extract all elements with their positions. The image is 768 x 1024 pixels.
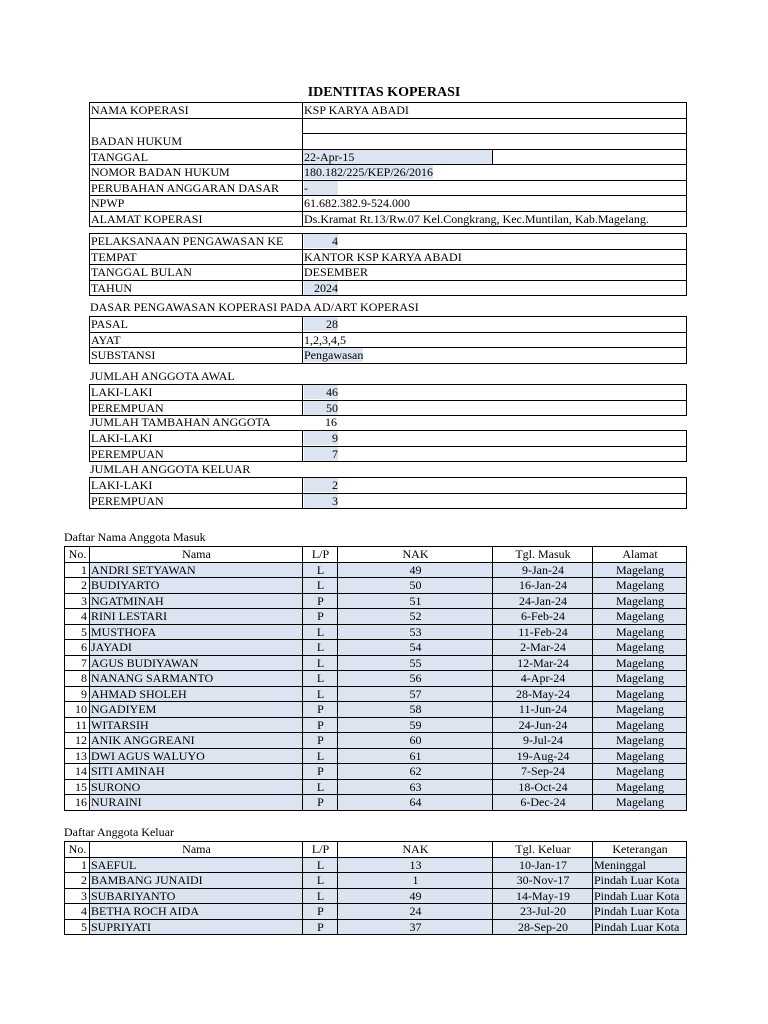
keluar-perempuan-value: 3 [303, 493, 687, 509]
row-lp: L [303, 671, 338, 687]
row-date: 12-Mar-24 [493, 655, 593, 671]
keluar-count-table [89, 477, 687, 509]
table-row [65, 562, 687, 578]
row-last: Magelang [593, 655, 687, 671]
row-nama: NURAINI [90, 795, 303, 811]
row-lp: P [303, 764, 338, 780]
row-last: Pindah Luar Kota [593, 873, 687, 889]
row-nak: 51 [338, 593, 493, 609]
row-lp: L [303, 686, 338, 702]
col-alamat: Alamat [593, 547, 687, 563]
row-lp: L [303, 873, 338, 889]
row-date: 11-Feb-24 [493, 624, 593, 640]
row-lp: L [303, 640, 338, 656]
ayat-label: AYAT [90, 332, 303, 348]
row-no: 9 [65, 686, 90, 702]
npwp-value: 61.682.382.9-524.000 [303, 196, 687, 212]
keluar-caption: Daftar Anggota Keluar [64, 825, 174, 839]
tempat-label: TEMPAT [90, 249, 303, 265]
row-lp: P [303, 919, 338, 935]
row-no: 11 [65, 717, 90, 733]
row-date: 24-Jun-24 [493, 717, 593, 733]
row-last: Pindah Luar Kota [593, 919, 687, 935]
row-nama: SUBARIYANTO [90, 888, 303, 904]
row-nak: 37 [338, 919, 493, 935]
row-last: Magelang [593, 562, 687, 578]
tempat-value: KANTOR KSP KARYA ABADI [303, 249, 687, 265]
tambah-table [89, 430, 687, 462]
table-row [65, 733, 687, 749]
keluar-table [64, 841, 687, 935]
table-row [65, 624, 687, 640]
row-no: 4 [65, 609, 90, 625]
alamat-value: Ds.Kramat Rt.13/Rw.07 Kel.Congkrang, Kec.Muntilan, Kab.Magelang. [303, 211, 687, 227]
row-lp: P [303, 795, 338, 811]
table-row [65, 779, 687, 795]
awal-table [89, 384, 687, 416]
row-last: Magelang [593, 779, 687, 795]
row-nama: WITARSIH [90, 717, 303, 733]
row-lp: P [303, 733, 338, 749]
table-row [65, 888, 687, 904]
row-nama: NGATMINAH [90, 593, 303, 609]
row-date: 2-Mar-24 [493, 640, 593, 656]
row-nama: ANDRI SETYAWAN [90, 562, 303, 578]
tambahan-value: 16 [325, 415, 337, 429]
row-nak: 50 [338, 578, 493, 594]
row-date: 30-Nov-17 [493, 873, 593, 889]
row-last: Magelang [593, 717, 687, 733]
identity-table [89, 102, 687, 227]
row-nak: 61 [338, 748, 493, 764]
tahun-label: TAHUN [90, 280, 303, 296]
row-nak: 13 [338, 857, 493, 873]
row-last: Magelang [593, 702, 687, 718]
row-nak: 60 [338, 733, 493, 749]
tambah-laki-label: LAKI-LAKI [90, 431, 303, 447]
row-last: Magelang [593, 764, 687, 780]
nama-value: KSP KARYA ABADI [303, 103, 687, 119]
row-date: 9-Jul-24 [493, 733, 593, 749]
col-no: No. [65, 842, 90, 858]
table-row [65, 640, 687, 656]
table-row [65, 578, 687, 594]
row-nak: 57 [338, 686, 493, 702]
substansi-label: SUBSTANSI [90, 348, 303, 364]
row-nak: 56 [338, 671, 493, 687]
keluar-heading: JUMLAH ANGGOTA KELUAR [90, 462, 251, 476]
table-row [65, 873, 687, 889]
row-lp: P [303, 593, 338, 609]
nama-label: NAMA KOPERASI [90, 103, 303, 119]
row-nama: JAYADI [90, 640, 303, 656]
row-lp: P [303, 702, 338, 718]
row-lp: L [303, 888, 338, 904]
awal-heading: JUMLAH ANGGOTA AWAL [90, 369, 235, 383]
tanggal-value: 22-Apr-15 [303, 149, 493, 165]
dasar-heading: DASAR PENGAWASAN KOPERASI PADA AD/ART KOPERASI [90, 300, 419, 314]
row-last: Magelang [593, 609, 687, 625]
awal-laki-value: 46 [303, 385, 687, 401]
row-nama: MUSTHOFA [90, 624, 303, 640]
row-nama: SITI AMINAH [90, 764, 303, 780]
row-nama: NGADIYEM [90, 702, 303, 718]
keluar-header-row [65, 842, 687, 858]
row-no: 3 [65, 888, 90, 904]
row-lp: L [303, 748, 338, 764]
row-nak: 52 [338, 609, 493, 625]
ke-label: PELAKSANAAN PENGAWASAN KE [90, 234, 303, 250]
row-nama: BETHA ROCH AIDA [90, 904, 303, 920]
row-no: 4 [65, 904, 90, 920]
table-row [65, 717, 687, 733]
bulan-value: DESEMBER [303, 265, 687, 281]
row-date: 16-Jan-24 [493, 578, 593, 594]
tanggal-label: TANGGAL [90, 149, 303, 165]
nomor-label: NOMOR BADAN HUKUM [90, 165, 303, 181]
row-lp: L [303, 655, 338, 671]
row-nama: RINI LESTARI [90, 609, 303, 625]
col-nak: NAK [338, 547, 493, 563]
row-no: 2 [65, 578, 90, 594]
table-row [65, 655, 687, 671]
awal-laki-label: LAKI-LAKI [90, 385, 303, 401]
masuk-caption: Daftar Nama Anggota Masuk [64, 530, 206, 544]
row-nak: 49 [338, 888, 493, 904]
row-lp: P [303, 904, 338, 920]
col-nama: Nama [90, 547, 303, 563]
table-row [65, 702, 687, 718]
row-last: Magelang [593, 593, 687, 609]
row-lp: L [303, 624, 338, 640]
row-last: Magelang [593, 624, 687, 640]
row-no: 3 [65, 593, 90, 609]
row-date: 7-Sep-24 [493, 764, 593, 780]
row-date: 6-Dec-24 [493, 795, 593, 811]
row-lp: L [303, 562, 338, 578]
row-nama: SAEFUL [90, 857, 303, 873]
row-nak: 53 [338, 624, 493, 640]
row-nama: AGUS BUDIYAWAN [90, 655, 303, 671]
table-row [65, 764, 687, 780]
tambah-perempuan-value: 7 [303, 446, 687, 462]
row-nama: BUDIYARTO [90, 578, 303, 594]
row-last: Meninggal [593, 857, 687, 873]
row-lp: L [303, 857, 338, 873]
row-no: 1 [65, 562, 90, 578]
row-nak: 64 [338, 795, 493, 811]
row-nak: 58 [338, 702, 493, 718]
badan-label: BADAN HUKUM [90, 134, 303, 150]
row-last: Magelang [593, 578, 687, 594]
substansi-value: Pengawasan [303, 348, 687, 364]
row-nama: BAMBANG JUNAIDI [90, 873, 303, 889]
row-no: 2 [65, 873, 90, 889]
row-date: 28-Sep-20 [493, 919, 593, 935]
col-no: No. [65, 547, 90, 563]
row-no: 13 [65, 748, 90, 764]
row-nama: SURONO [90, 779, 303, 795]
row-nak: 55 [338, 655, 493, 671]
row-date: 18-Oct-24 [493, 779, 593, 795]
row-date: 28-May-24 [493, 686, 593, 702]
row-no: 14 [65, 764, 90, 780]
tahun-value: 2024 [303, 280, 687, 296]
row-last: Magelang [593, 733, 687, 749]
tambah-perempuan-label: PEREMPUAN [90, 446, 303, 462]
masuk-table [64, 546, 687, 811]
pasal-label: PASAL [90, 317, 303, 333]
table-row [65, 593, 687, 609]
row-date: 11-Jun-24 [493, 702, 593, 718]
perubahan-value: - [303, 180, 687, 196]
row-last: Magelang [593, 671, 687, 687]
masuk-header-row [65, 547, 687, 563]
pasal-value: 28 [303, 317, 687, 333]
row-lp: P [303, 717, 338, 733]
row-nama: DWI AGUS WALUYO [90, 748, 303, 764]
table-row [65, 671, 687, 687]
col-tgl-masuk: Tgl. Masuk [493, 547, 593, 563]
table-row [65, 857, 687, 873]
row-no: 15 [65, 779, 90, 795]
row-last: Pindah Luar Kota [593, 888, 687, 904]
col-tgl-keluar: Tgl. Keluar [493, 842, 593, 858]
row-date: 14-May-19 [493, 888, 593, 904]
row-date: 6-Feb-24 [493, 609, 593, 625]
row-date: 19-Aug-24 [493, 748, 593, 764]
tambahan-label: JUMLAH TAMBAHAN ANGGOTA [90, 415, 271, 429]
row-last: Magelang [593, 686, 687, 702]
col-keterangan: Keterangan [593, 842, 687, 858]
row-no: 10 [65, 702, 90, 718]
row-no: 8 [65, 671, 90, 687]
keluar-laki-label: LAKI-LAKI [90, 478, 303, 494]
table-row [65, 609, 687, 625]
row-nama: NANANG SARMANTO [90, 671, 303, 687]
row-nak: 59 [338, 717, 493, 733]
ke-value: 4 [303, 234, 687, 250]
table-row [65, 686, 687, 702]
row-date: 24-Jan-24 [493, 593, 593, 609]
row-nak: 62 [338, 764, 493, 780]
row-date: 4-Apr-24 [493, 671, 593, 687]
row-no: 7 [65, 655, 90, 671]
row-date: 9-Jan-24 [493, 562, 593, 578]
row-last: Pindah Luar Kota [593, 904, 687, 920]
row-lp: L [303, 779, 338, 795]
row-nak: 54 [338, 640, 493, 656]
row-no: 5 [65, 624, 90, 640]
row-last: Magelang [593, 748, 687, 764]
row-nak: 63 [338, 779, 493, 795]
table-row [65, 919, 687, 935]
table-row [65, 748, 687, 764]
row-nama: AHMAD SHOLEH [90, 686, 303, 702]
table-row [65, 795, 687, 811]
col-lp: L/P [303, 842, 338, 858]
col-nama: Nama [90, 842, 303, 858]
tambah-laki-value: 9 [303, 431, 687, 447]
row-date: 10-Jan-17 [493, 857, 593, 873]
row-date: 23-Jul-20 [493, 904, 593, 920]
keluar-perempuan-label: PEREMPUAN [90, 493, 303, 509]
row-nak: 49 [338, 562, 493, 578]
bulan-label: TANGGAL BULAN [90, 265, 303, 281]
row-last: Magelang [593, 640, 687, 656]
row-no: 12 [65, 733, 90, 749]
row-nama: ANIK ANGGREANI [90, 733, 303, 749]
awal-perempuan-value: 50 [303, 400, 687, 416]
row-last: Magelang [593, 795, 687, 811]
document-title: IDENTITAS KOPERASI [307, 85, 461, 100]
table-row [65, 904, 687, 920]
alamat-label: ALAMAT KOPERASI [90, 211, 303, 227]
row-lp: L [303, 578, 338, 594]
nomor-value: 180.182/225/KEP/26/2016 [303, 165, 687, 181]
row-no: 6 [65, 640, 90, 656]
col-nak: NAK [338, 842, 493, 858]
row-no: 1 [65, 857, 90, 873]
perubahan-label: PERUBAHAN ANGGARAN DASAR [90, 180, 303, 196]
row-no: 16 [65, 795, 90, 811]
row-lp: P [303, 609, 338, 625]
row-nama: SUPRIYATI [90, 919, 303, 935]
col-lp: L/P [303, 547, 338, 563]
dasar-table [89, 316, 687, 364]
row-nak: 24 [338, 904, 493, 920]
ayat-value: 1,2,3,4,5 [303, 332, 687, 348]
row-nak: 1 [338, 873, 493, 889]
row-no: 5 [65, 919, 90, 935]
awal-perempuan-label: PEREMPUAN [90, 400, 303, 416]
npwp-label: NPWP [90, 196, 303, 212]
keluar-laki-value: 2 [303, 478, 687, 494]
pengawasan-table [89, 233, 687, 296]
